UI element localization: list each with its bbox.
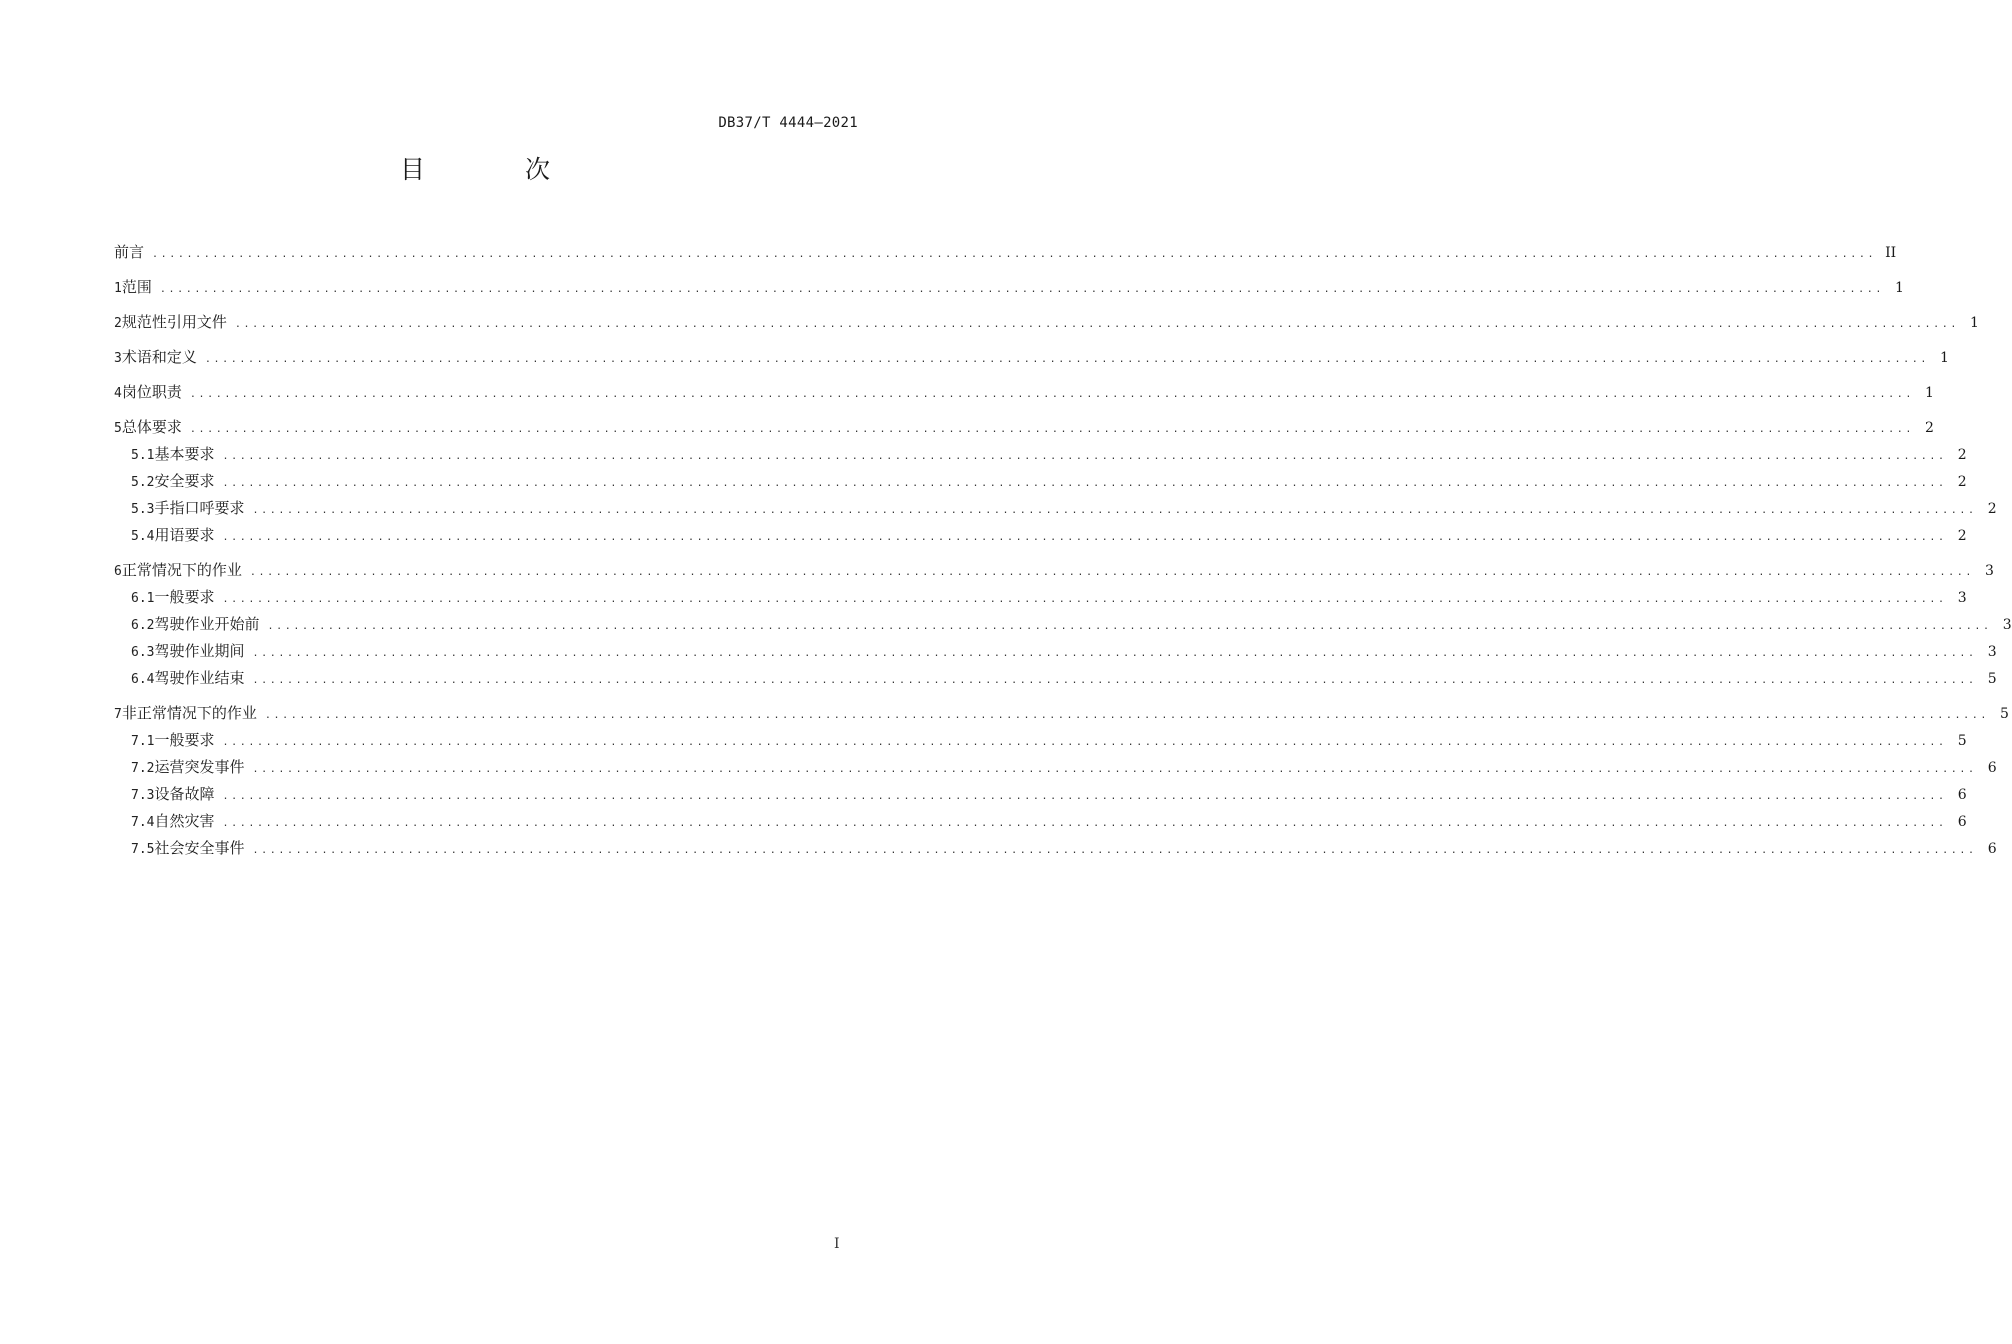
toc-entry-label: 自然灾害 bbox=[154, 812, 215, 830]
toc-dot-leader: ........................................................................................................................................................................................................ bbox=[222, 532, 1947, 543]
toc-entry-label: 设备故障 bbox=[154, 785, 215, 803]
toc-dot-leader: ........................................................................................................................................................................................................ bbox=[249, 567, 1974, 578]
toc-entry-page: 1 bbox=[1895, 280, 1904, 296]
footer-page-number: I bbox=[834, 1236, 840, 1252]
toc-entry-page: 6 bbox=[1957, 814, 1967, 830]
toc-entry-label: 驾驶作业开始前 bbox=[154, 615, 260, 633]
toc-entry[interactable] bbox=[114, 345, 1949, 372]
toc-entry-number: 7 bbox=[114, 707, 122, 722]
toc-entry-number: 3 bbox=[114, 351, 122, 366]
toc-entry-page: 2 bbox=[1957, 528, 1967, 544]
toc-entry[interactable] bbox=[114, 585, 1967, 612]
toc-entry[interactable] bbox=[114, 558, 1994, 585]
toc-entry-label: 范围 bbox=[121, 278, 152, 296]
toc-entry-number: 7.2 bbox=[131, 761, 155, 776]
toc-dot-leader: ........................................................................................................................................................................................................ bbox=[252, 505, 1977, 516]
toc-dot-leader: ........................................................................................................................................................................................................ bbox=[222, 818, 1947, 829]
toc-entry[interactable] bbox=[114, 666, 1997, 693]
toc-entry-number: 7.4 bbox=[131, 815, 155, 830]
toc-entry-page: 3 bbox=[2002, 617, 2012, 633]
toc-dot-leader: ........................................................................................................................................................................................................ bbox=[252, 764, 1977, 775]
toc-entry-label: 术语和定义 bbox=[121, 348, 197, 366]
toc-dot-leader: ........................................................................................................................................................................................................ bbox=[234, 319, 1959, 330]
toc-dot-leader: ........................................................................................................................................................................................................ bbox=[252, 845, 1977, 856]
toc-entry-page: 2 bbox=[1957, 447, 1967, 463]
toc-dot-leader: ........................................................................................................................................................................................................ bbox=[159, 284, 1884, 295]
toc-entry[interactable] bbox=[114, 415, 1934, 442]
toc-entry-page: 6 bbox=[1957, 787, 1967, 803]
toc-entry-page: 6 bbox=[1987, 760, 1997, 776]
toc-entry[interactable] bbox=[114, 612, 2012, 639]
toc-entry[interactable] bbox=[114, 701, 2009, 728]
toc-entry-label: 安全要求 bbox=[154, 472, 215, 490]
toc-entry-number: 5 bbox=[114, 421, 122, 436]
toc-entry-label: 运营突发事件 bbox=[154, 758, 245, 776]
toc-dot-leader: ........................................................................................................................................................................................................ bbox=[252, 675, 1977, 686]
toc-entry-page: 2 bbox=[1925, 420, 1934, 436]
toc-entry-page: 2 bbox=[1957, 474, 1967, 490]
toc-entry-label: 一般要求 bbox=[154, 588, 215, 606]
toc-dot-leader: ........................................................................................................................................................................................................ bbox=[189, 389, 1914, 400]
toc-entry-number: 6 bbox=[114, 564, 122, 579]
toc-entry-label: 一般要求 bbox=[154, 731, 215, 749]
toc-dot-leader: ........................................................................................................................................................................................................ bbox=[222, 594, 1947, 605]
toc-entry-label: 驾驶作业结束 bbox=[154, 669, 245, 687]
toc-entry-label: 手指口呼要求 bbox=[154, 499, 245, 517]
toc-entry-page: II bbox=[1885, 245, 1897, 261]
toc-entry-number: 5.2 bbox=[131, 475, 155, 490]
toc-entry[interactable] bbox=[114, 496, 1997, 523]
toc-entry-page: 3 bbox=[1957, 590, 1967, 606]
toc-entry-number: 1 bbox=[114, 281, 122, 296]
document-code: DB37/T 4444—2021 bbox=[718, 115, 858, 131]
toc-entry[interactable] bbox=[114, 442, 1967, 469]
toc-entry-page: 3 bbox=[1985, 563, 1994, 579]
toc-entry-number: 4 bbox=[114, 386, 122, 401]
toc-dot-leader: ........................................................................................................................................................................................................ bbox=[222, 737, 1947, 748]
toc-dot-leader: ........................................................................................................................................................................................................ bbox=[264, 710, 1989, 721]
toc-dot-leader: ........................................................................................................................................................................................................ bbox=[204, 354, 1929, 365]
toc-entry-label: 非正常情况下的作业 bbox=[121, 704, 257, 722]
toc-entry[interactable] bbox=[114, 809, 1967, 836]
toc-entry[interactable] bbox=[114, 275, 1904, 302]
toc-entry[interactable] bbox=[114, 523, 1967, 550]
toc-entry-page: 3 bbox=[1987, 644, 1997, 660]
toc-entry-page: 6 bbox=[1987, 841, 1997, 857]
toc-entry-label: 前言 bbox=[114, 243, 145, 261]
toc-dot-leader: ........................................................................................................................................................................................................ bbox=[267, 621, 1992, 632]
toc-dot-leader: ........................................................................................................................................................................................................ bbox=[222, 451, 1947, 462]
toc-entry-label: 用语要求 bbox=[154, 526, 215, 544]
toc-title: 目 次 bbox=[400, 155, 596, 184]
toc-entry-page: 1 bbox=[1925, 385, 1934, 401]
toc-dot-leader: ........................................................................................................................................................................................................ bbox=[252, 648, 1977, 659]
toc-entry-label: 正常情况下的作业 bbox=[121, 561, 242, 579]
toc-entry-number: 6.2 bbox=[131, 618, 155, 633]
toc-entry-number: 7.3 bbox=[131, 788, 155, 803]
toc-entry-number: 6.1 bbox=[131, 591, 155, 606]
toc-entry-label: 社会安全事件 bbox=[154, 839, 245, 857]
toc-entry-number: 5.3 bbox=[131, 502, 155, 517]
toc-entry-number: 7.1 bbox=[131, 734, 155, 749]
toc-dot-leader: ........................................................................................................................................................................................................ bbox=[189, 424, 1914, 435]
toc-entry[interactable] bbox=[114, 380, 1934, 407]
toc-entry-label: 总体要求 bbox=[121, 418, 182, 436]
toc-entry-page: 5 bbox=[1987, 671, 1997, 687]
toc-entry[interactable] bbox=[114, 755, 1997, 782]
toc-entry[interactable] bbox=[114, 782, 1967, 809]
toc-entry-number: 7.5 bbox=[131, 842, 155, 857]
toc-entry[interactable] bbox=[114, 310, 1979, 337]
toc-entry-number: 6.3 bbox=[131, 645, 155, 660]
toc-entry-label: 规范性引用文件 bbox=[121, 313, 227, 331]
toc-entry[interactable] bbox=[114, 469, 1967, 496]
toc-dot-leader: ........................................................................................................................................................................................................ bbox=[222, 791, 1947, 802]
toc-dot-leader: ........................................................................................................................................................................................................ bbox=[222, 478, 1947, 489]
toc-entry-page: 1 bbox=[1970, 315, 1979, 331]
toc-entry-page: 1 bbox=[1940, 350, 1949, 366]
toc-entry-label: 驾驶作业期间 bbox=[154, 642, 245, 660]
toc-entry-page: 5 bbox=[1957, 733, 1967, 749]
toc-entry[interactable] bbox=[114, 240, 1897, 267]
toc-entry-number: 2 bbox=[114, 316, 122, 331]
toc-entry[interactable] bbox=[114, 639, 1997, 666]
toc-dot-leader: ........................................................................................................................................................................................................ bbox=[152, 249, 1877, 260]
toc-entry-page: 2 bbox=[1987, 501, 1997, 517]
toc-entry-number: 5.1 bbox=[131, 448, 155, 463]
toc-entry-label: 岗位职责 bbox=[121, 383, 182, 401]
table-of-contents bbox=[114, 240, 2012, 863]
toc-entry[interactable] bbox=[114, 728, 1967, 755]
toc-entry-number: 5.4 bbox=[131, 529, 155, 544]
toc-entry-number: 6.4 bbox=[131, 672, 155, 687]
toc-entry[interactable] bbox=[114, 836, 1997, 863]
toc-entry-label: 基本要求 bbox=[154, 445, 215, 463]
toc-entry-page: 5 bbox=[2000, 706, 2009, 722]
